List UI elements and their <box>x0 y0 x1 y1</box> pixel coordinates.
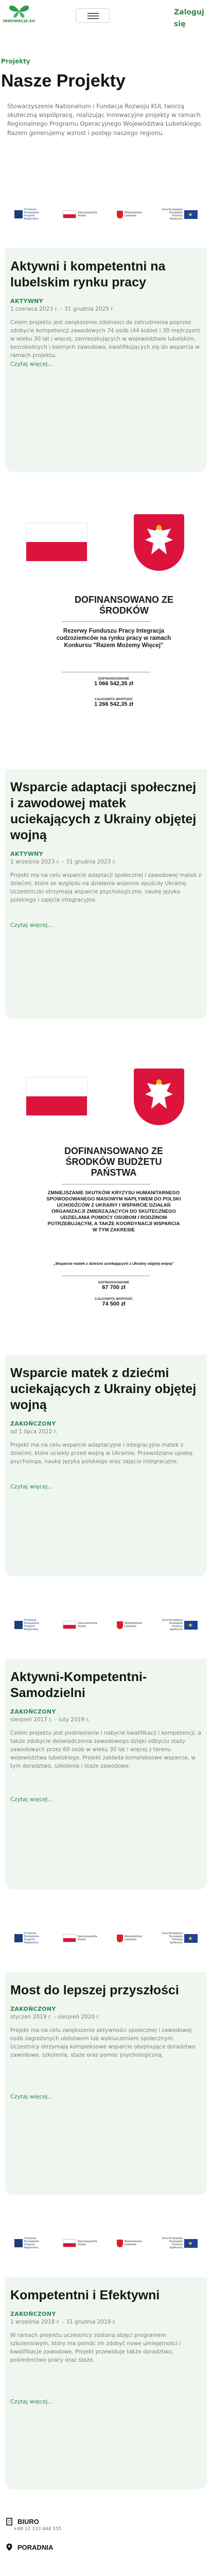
read-more-link[interactable]: Czytaj więcej... <box>10 2093 53 2100</box>
read-more-link[interactable]: Czytaj więcej... <box>10 2398 53 2405</box>
status-badge: AKTYWNY <box>10 298 43 304</box>
poland-flag <box>26 522 87 562</box>
funding-poster <box>5 1036 207 1355</box>
project-card[interactable] <box>5 1593 207 1890</box>
logo-text: INNOWACJE.EU <box>3 19 36 23</box>
lubelskie-logo: Województwo Lubelskie <box>117 1621 143 1629</box>
project-description: Projekt ma na celu wsparcie adaptacyjne i integracyjne matek z dziećmi, które uciekły przed wojną w Ukrainie. Przewidziano opiekę psychologa, naukę języka polskiego oraz zajęcia integracyjne. <box>10 1442 193 1465</box>
lubelskie-logo: Województwo Lubelskie <box>117 211 143 218</box>
project-card[interactable] <box>5 488 207 1019</box>
poland-flag <box>26 1077 87 1116</box>
project-description: W ramach projektu uczestnicy zostaną objęci programem szkoleniowym, który ma pomóc im zdobyć nowe umiejętności i kwalifikacje zawodowe. Projekt przewiduje także doradztwo, pośrednictwo pracy oraz staże. <box>10 2332 181 2363</box>
poster-heading: DOFINANSOWANO ZE ŚRODKÓW <box>75 595 173 616</box>
eu-funds-logo: Fundusze Europejskie Program Regionalny <box>14 1619 45 1631</box>
poster-amount-1: DOFINANSOWANIE 67 700 zł <box>98 1281 130 1291</box>
project-title[interactable]: Aktywni i kompetentni na lubelskim rynku pracy <box>10 259 166 290</box>
lubelskie-logo: Województwo Lubelskie <box>117 1935 143 1942</box>
site-logo[interactable] <box>3 4 35 23</box>
poster-amount-2: CAŁKOWITA WARTOŚĆ 1 266 542,35 zł <box>94 698 133 707</box>
funding-logos <box>14 1614 198 1636</box>
poster-subtitle: ZMNIEJSZANIE SKUTKÓW KRYZYSU HUMANITARNEGO SPOWODOWANEGO MASOWYM NAPŁYWEM DO POLSKI UCHODŹCÓW Z UKRAINY I WSPARCIE DZIAŁAŃ ORGANIZACJI ZMIERZAJĄCYCH DO SKUTECZNEGO UDZIELANIA POMOCY OSOBOM I RODZINOM POTRZEBUJĄCYM, A TAKŻE KOORDYNACJI WSPARCIA W TYM ZAKRESIE <box>46 1190 181 1233</box>
butterfly-logo-icon <box>8 4 30 19</box>
top-bar <box>0 0 212 56</box>
status-badge: ZAKOŃCZONY <box>10 2006 56 2012</box>
poster-amount-1: DOFINANSOWANIE 1 066 542,35 zł <box>94 677 133 687</box>
breadcrumb[interactable]: Projekty <box>1 58 30 65</box>
eu-funds-logo: Fundusze Europejskie Program Regionalny <box>14 208 45 221</box>
poster-amount-2: CAŁKOWITA WARTOŚĆ 74 500 zł <box>95 1297 133 1307</box>
project-dates: od 1 lipca 2022 r. <box>10 1429 58 1435</box>
office-label: BIURO <box>17 2517 39 2526</box>
project-list <box>0 182 212 2576</box>
poster-subtitle: Rezerwy Funduszu Pracy Integracja cudzoziemców na rynku pracy w ramach Konkursu "Razem Możemy Więcej" <box>56 628 171 649</box>
project-description: Projekt ma na celu wsparcie adaptacji społecznej i zawodowej matek z dziećmi, które ze względu na działania wojenne opuściły Ukrainę. Uczestniczki otrzymają wsparcie psychologiczne, naukę języka polskiego i zajęcia integracyjne. <box>10 872 201 903</box>
footer-office <box>0 2511 212 2526</box>
eu-logo: Unia Europejska Europejski Fundusz Społeczny ★ <box>161 1619 198 1631</box>
project-description: Projekt ma na celu zwiększenie aktywności społecznej i zawodowej osób zagrożonych ubóstwem lub wykluczeniem społecznym. Uczestnicy otrzymają kompleksowe wsparcie obejmujące doradztwo zawodowe, szkolenia, staże oraz pomoc psychologiczną. <box>10 2027 196 2058</box>
poster-subtitle-2: „Wsparcie matek z dziećmi uciekających z Ukrainy objętej wojną” <box>54 1261 174 1266</box>
project-card[interactable] <box>5 1906 207 2195</box>
project-card[interactable] <box>5 1036 207 1577</box>
project-title[interactable]: Wsparcie adaptacji społecznej i zawodowej matek uciekających z Ukrainy objętej wojną <box>10 780 197 842</box>
project-description: Celem projektu jest zwiększenie zdolności do zatrudnienia poprzez zdobycie kompetencji zawodowych 74 osób (44 kobiet i 30 mężczyzn) w wieku 30 lat i więcej, zamieszkujących w województwie lubelskim, bezrobotnych i biernych zawodowo, kwalifikujących się do wsparcia w ramach projektu. <box>10 319 200 359</box>
project-image <box>5 2211 207 2277</box>
project-description: Celem projektu jest podniesienie i nabycie kwalifikacji i kompetencji, a także zdobycie doświadczenia zawodowego dzięki odbyciu staży zawodowych przez 60 osób w wieku 30 lat i więcej z terenu województwa lubelskiego. Projekt zakłada kompleksowe wsparcie, w tym doradztwo, szkolenia i staże zawodowe. <box>10 1730 202 1769</box>
eu-funds-logo: Fundusze Europejskie Program Regionalny <box>14 2237 45 2249</box>
project-dates: 1 września 2023 r. – 31 grudnia 2023 r. <box>10 859 116 865</box>
eu-funds-logo: Fundusze Europejskie Program Regionalny <box>14 1932 45 1944</box>
read-more-link[interactable]: Czytaj więcej... <box>10 361 53 367</box>
project-dates: sierpień 2017 r. – luty 2019 r. <box>10 1717 90 1723</box>
read-more-link[interactable]: Czytaj więcej... <box>10 922 53 928</box>
login-link[interactable]: Zaloguj się <box>174 8 204 28</box>
project-title[interactable]: Most do lepszej przyszłości <box>10 1983 179 1997</box>
office-phone[interactable]: +48 12 333 444 555 <box>13 2527 62 2532</box>
eu-logo: Unia Europejska Europejski Fundusz Społeczny ★ <box>161 1932 198 1944</box>
eagle-emblem-icon <box>134 514 184 571</box>
footer-advice <box>0 2543 212 2551</box>
status-badge: ZAKOŃCZONY <box>10 2311 56 2317</box>
funding-logos <box>14 203 198 226</box>
project-image <box>5 182 207 248</box>
building-icon <box>5 2517 13 2526</box>
footer <box>0 2511 212 2576</box>
project-card[interactable] <box>5 182 207 472</box>
poland-logo: Rzeczpospolita Polska <box>63 1934 98 1942</box>
location-pin-icon <box>5 2543 13 2551</box>
page-title: Nasze Projekty <box>1 71 126 91</box>
eu-logo: Unia Europejska Europejski Fundusz Społeczny ★ <box>161 208 198 221</box>
funding-logos <box>14 1927 198 1950</box>
poster-heading: DOFINANSOWANO ZE ŚRODKÓW BUDŻETU PAŃSTWA <box>64 1146 163 1178</box>
eagle-emblem-icon <box>134 1069 184 1125</box>
poland-logo: Rzeczpospolita Polska <box>63 1621 98 1629</box>
project-title[interactable]: Wsparcie matek z dziećmi uciekających z Ukrainy objętej wojną <box>10 1366 197 1412</box>
funding-poster <box>5 488 207 769</box>
project-dates: 1 czerwca 2023 r. – 31 grudnia 2025 r. <box>10 306 114 312</box>
project-dates: styczeń 2019 r. – sierpień 2020 r. <box>10 2014 100 2020</box>
intro-text: Stowarzyszenie Nationalium i Fundacja Rozwoju KUL tworzą skuteczną współpracę, realizując innowacyjne projekty w ramach Regionalnego Programu Operacyjnego Województwa Lubelskiego. Razem generujemy wzrost i postęp naszego regionu. <box>7 103 203 137</box>
project-image <box>5 1593 207 1659</box>
project-image <box>5 1906 207 1972</box>
poland-logo: Rzeczpospolita Polska <box>63 2239 98 2247</box>
status-badge: ZAKOŃCZONY <box>10 1420 56 1427</box>
project-image <box>5 488 207 769</box>
menu-button[interactable] <box>76 8 110 23</box>
project-card[interactable] <box>5 2211 207 2489</box>
project-title[interactable]: Kompetentni i Efektywni <box>10 2288 160 2302</box>
advice-label: PORADNIA <box>17 2543 54 2551</box>
poland-logo: Rzeczpospolita Polska <box>63 210 98 218</box>
funding-logos <box>14 2232 198 2255</box>
project-title[interactable]: Aktywni-Kompetentni-Samodzielni <box>10 1670 147 1700</box>
read-more-link[interactable]: Czytaj więcej... <box>10 1796 53 1803</box>
eu-logo: Unia Europejska Europejski Fundusz Społeczny ★ <box>161 2237 198 2249</box>
status-badge: ZAKOŃCZONY <box>10 1708 56 1715</box>
lubelskie-logo: Województwo Lubelskie <box>117 2240 143 2247</box>
status-badge: AKTYWNY <box>10 851 43 857</box>
read-more-link[interactable]: Czytaj więcej... <box>10 1483 53 1490</box>
project-image <box>5 1036 207 1355</box>
hamburger-icon <box>87 13 99 19</box>
project-dates: 1 września 2018 r. – 31 grudnia 2019 r. <box>10 2319 116 2325</box>
